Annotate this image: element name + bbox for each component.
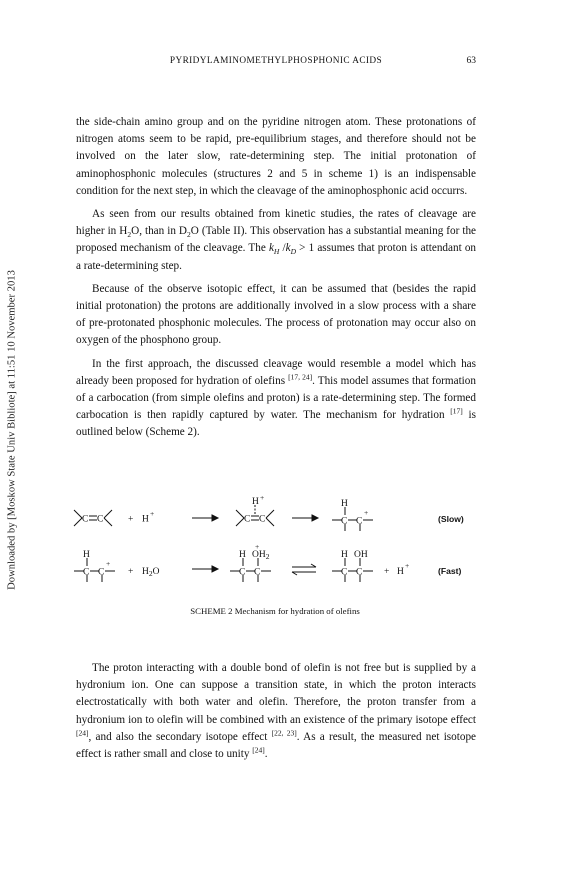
scheme-2-drawing — [70, 496, 480, 601]
oxonium-structure — [230, 558, 271, 582]
carbon-atom: C — [259, 514, 266, 525]
oxonium-charge: + — [255, 542, 260, 551]
hydrogen-atom: H — [239, 550, 246, 560]
reaction-arrow-2 — [292, 515, 318, 521]
hydrogen-atom: H — [83, 550, 90, 560]
equilibrium-arrows — [292, 564, 316, 575]
body-text-lower — [76, 660, 476, 769]
hydroxyl-group: OH — [354, 550, 368, 560]
olefin-structure — [74, 510, 112, 526]
carbon-atom: C — [82, 514, 89, 525]
cation-charge: + — [106, 559, 111, 568]
hydrogen-atom: H — [341, 499, 348, 509]
carbon-atom: C — [341, 516, 348, 527]
carbon-atom: C — [356, 567, 363, 578]
proton-charge: + — [260, 496, 265, 502]
scheme-2-figure — [70, 496, 480, 626]
carbon-atom: C — [83, 567, 90, 578]
download-watermark-text: Downloaded by [Moskow State Univ Bibliote] at 11:51 10 November 2013 — [6, 270, 18, 590]
reaction-arrow-3 — [192, 566, 218, 572]
carbon-atom: C — [97, 514, 104, 525]
oxonium-group: $OH_2$ — [252, 550, 270, 561]
alcohol-structure — [332, 558, 373, 582]
carbon-atom: C — [356, 516, 363, 527]
download-watermark — [2, 210, 22, 650]
pi-complex-structure — [236, 505, 274, 526]
fast-step-label: (Fast) — [438, 566, 462, 576]
carbon-atom: C — [98, 567, 105, 578]
plus-sign: + — [128, 567, 134, 577]
running-title: PYRIDYLAMINOMETHYLPHOSPHONIC ACIDS — [169, 56, 383, 66]
paragraph-1: the side-chain amino group and on the pyridine nitrogen atom. These protonations of nitrogen atoms seem to be rapid, pre-equilibrium stages, and therefore should not be involved on the later slow, rate-determining step. The initial protonation of aminophosphonic molecules (structures 2 and 5 in scheme 1) is an indispensable condition for the next step, in which the cleavage of the aminophosphonic acid occurrs. — [76, 116, 476, 197]
paragraph-4: In the first approach, the discussed cleavage would resemble a model which has already been proposed for hydration of olefins [17, 24]. This model assumes that formation of a carbocation (from simple olefins and proton) is a rate-determining step. The formed carbocation is then rapidly captured by water. The mechanism for hydration [17] is outlined below (Scheme 2). — [76, 357, 476, 439]
running-head — [76, 56, 476, 70]
plus-sign: + — [384, 567, 390, 577]
reaction-arrow-1 — [192, 515, 218, 521]
bridging-proton-label: H — [252, 497, 259, 507]
plus-sign: + — [128, 514, 134, 525]
carbon-atom: C — [244, 514, 251, 525]
scheme-caption: SCHEME 2 Mechanism for hydration of olefins — [190, 606, 360, 616]
page-number: 63 — [466, 56, 476, 66]
proton-label: H — [397, 567, 404, 577]
hydrogen-atom: H — [341, 550, 348, 560]
proton-label: H — [142, 514, 149, 525]
paragraph-5: The proton interacting with a double bond of olefin is not free but is supplied by a hydronium ion. One can suppose a transition state, in which the proton interacts electrostatically with both water and olefin. Therefore, the proton transfer from a hydronium ion to olefin will be combined with an existence of the primary isotope effect [24], and also the secondary isotope effect [22, 23]. As a result, the measured net isotope effect is rather small and close to unity [24]. — [76, 662, 477, 761]
slow-step-label: (Slow) — [438, 514, 464, 524]
paragraph-2: As seen from our results obtained from kinetic studies, the rates of cleavage are higher in $H_2O$, than in $D_2O$ (Table II). This observation has a substantial meaning for the proposed mechanism of the cleavage. The $k_H$ $/k_D > 1$ assumes that proton is attendant on a rate-determining step. — [76, 208, 477, 272]
carbon-atom: C — [239, 567, 246, 578]
proton-charge: + — [150, 509, 155, 518]
paragraph-3: Because of the observe isotopic effect, it can be assumed that (besides the rapid initial protonation) the protons are additionally involved in a slow process with a share of pre-protonated phosphonic molecules. The process of protonation may occur also on oxygen of the phosphono group. — [76, 282, 476, 347]
proton-charge: + — [405, 561, 410, 570]
cation-charge: + — [364, 508, 369, 517]
carbon-atom: C — [254, 567, 261, 578]
water-label: $H_2O$ — [142, 567, 160, 578]
carbon-atom: C — [341, 567, 348, 578]
body-text-upper — [76, 114, 476, 448]
